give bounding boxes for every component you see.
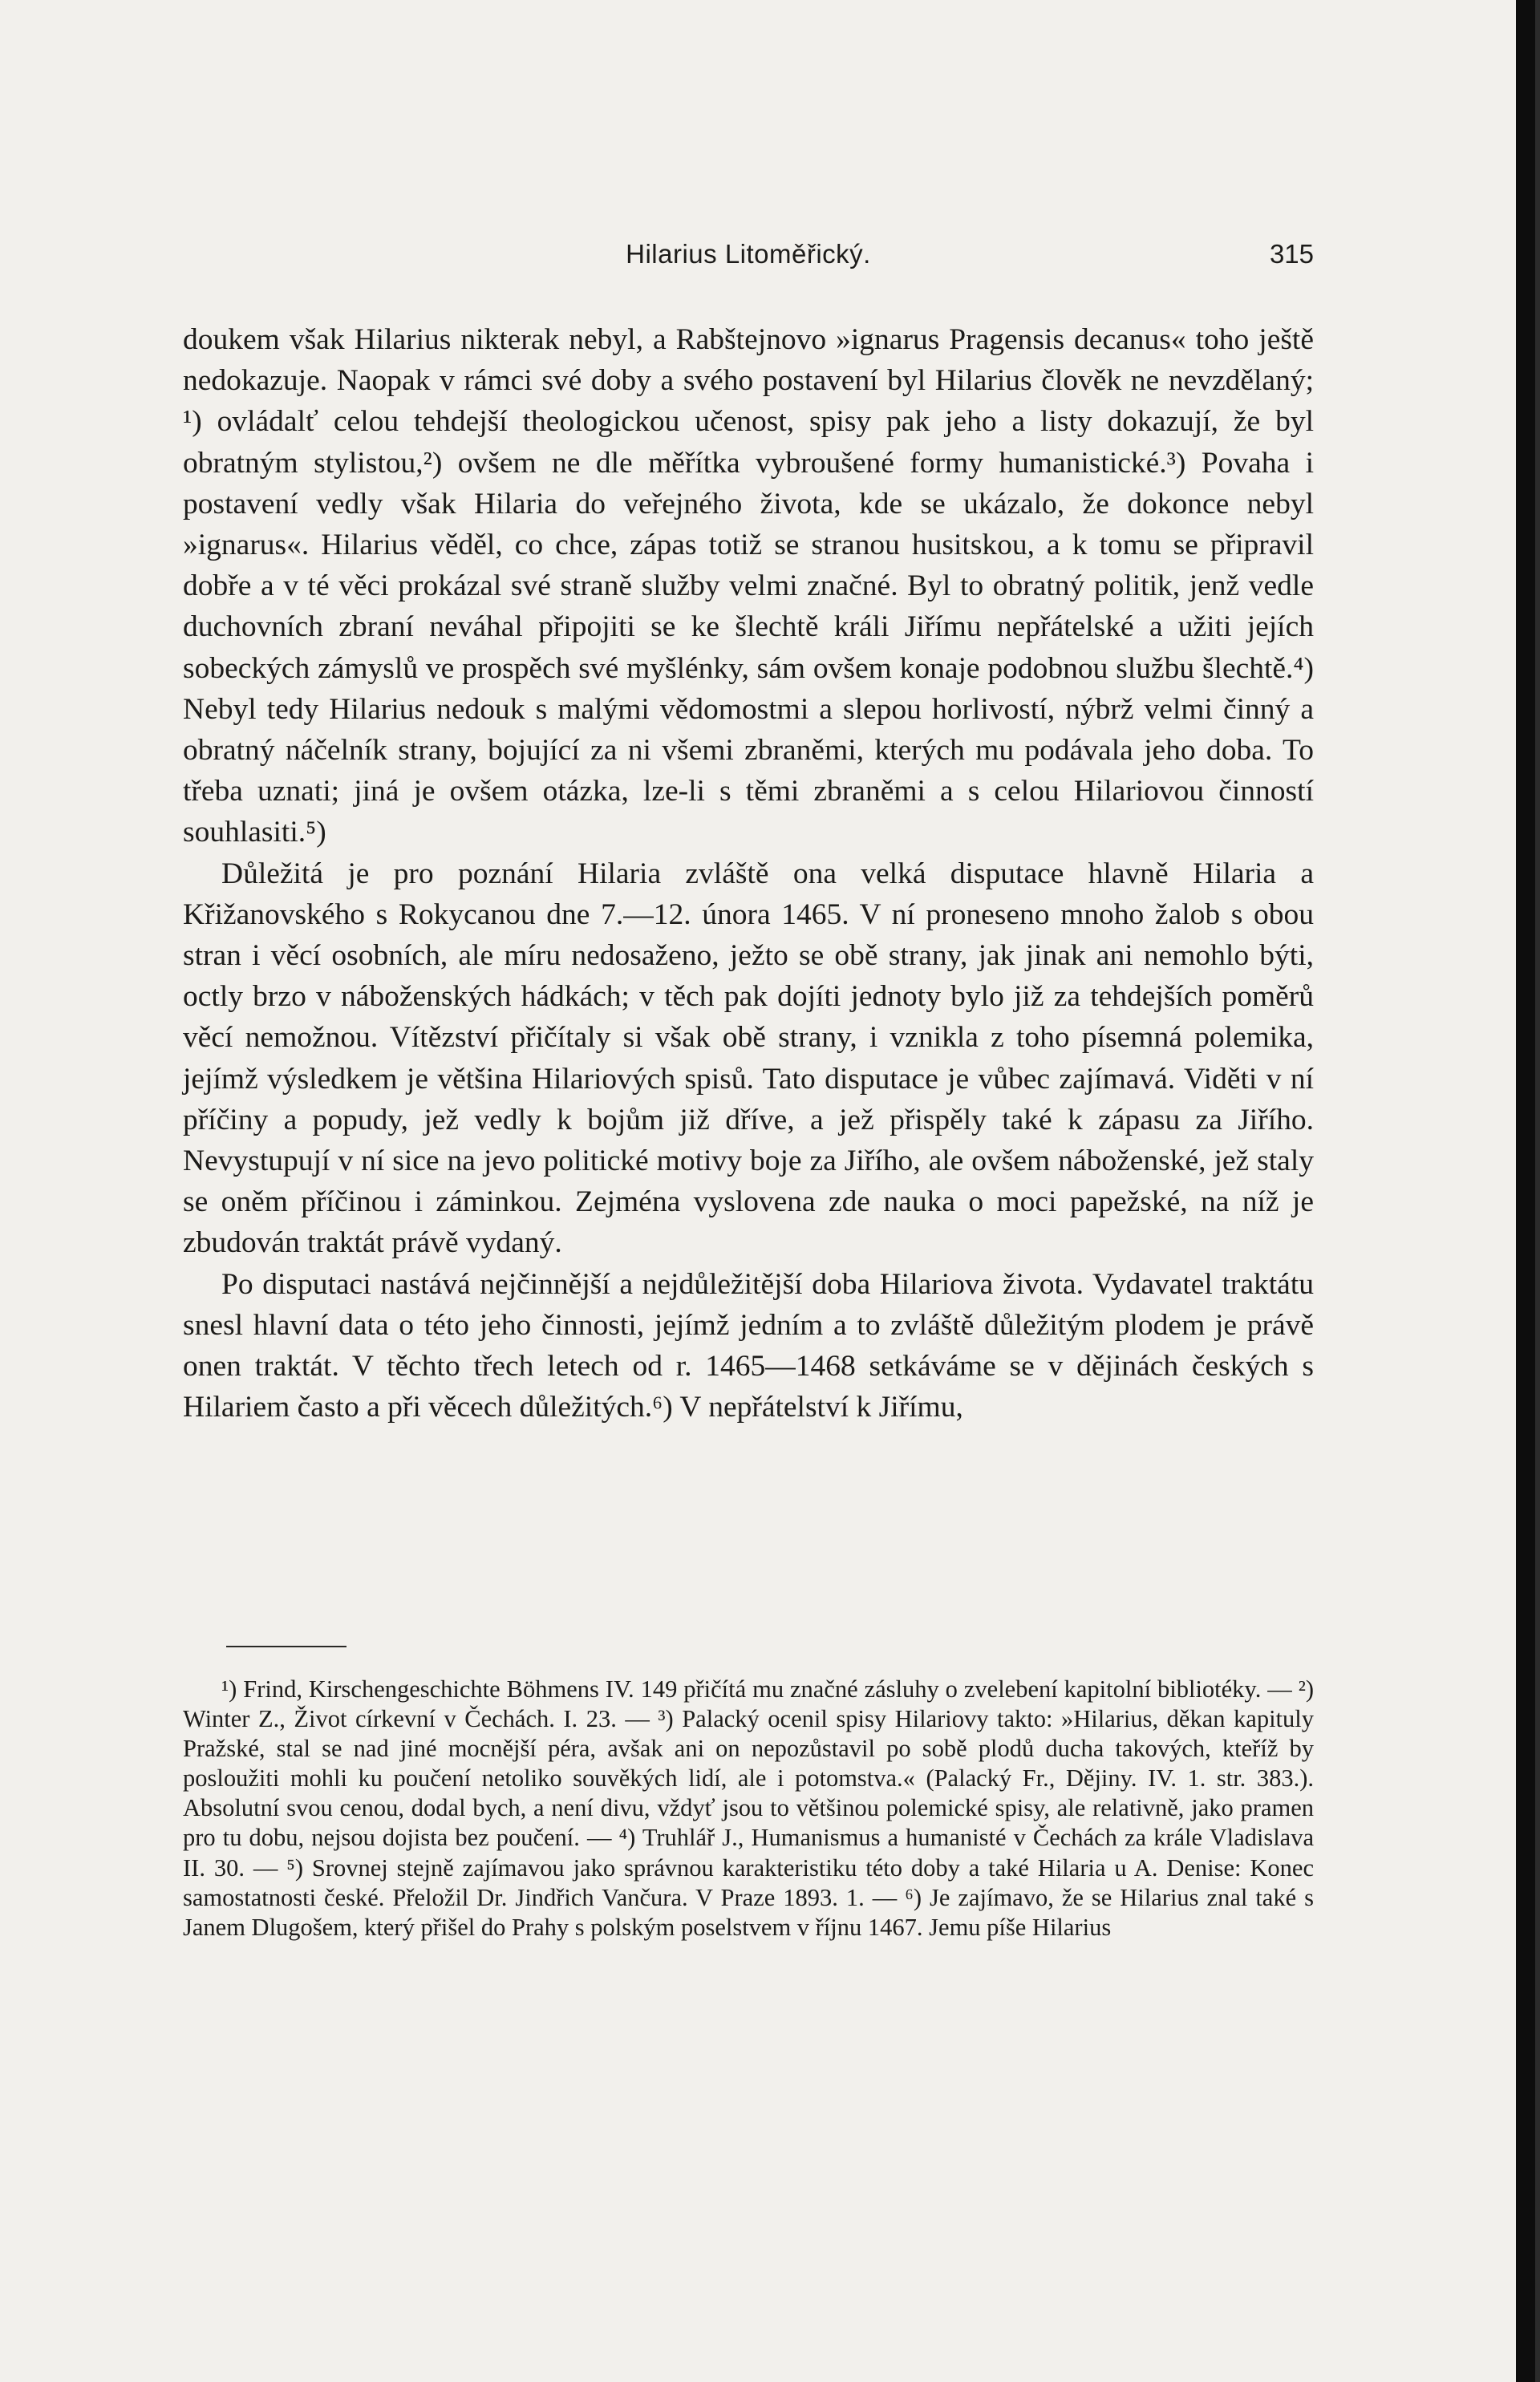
page-header <box>183 239 1314 287</box>
footnote-rule <box>226 1646 346 1647</box>
main-text <box>183 319 1314 1428</box>
page-number: 315 <box>1269 239 1314 269</box>
paragraph-1: doukem však Hilarius nikterak nebyl, a Rabštejnovo »ignarus Pragensis decanus« toho ještě nedokazuje. Naopak v rámci své doby a svého postavení byl Hilarius člověk ne nevzdělaný; ¹) ovládalť celou tehdejší theologickou učenost, spisy pak jeho a listy dokazují, že byl obratným stylistou,²) ovšem ne dle měřítka vybroušené formy humanistické.³) Povaha i postavení vedly však Hilaria do veřejného života, kde se ukázalo, že dokonce nebyl »ignarus«. Hilarius věděl, co chce, zápas totiž se stranou husitskou, a k tomu se připravil dobře a v té věci prokázal své straně služby velmi značné. Byl to obratný politik, jenž vedle duchovních zbraní neváhal připojiti se ke šlechtě králi Jiřímu nepřátelské a užiti jejích sobeckých zámyslů ve prospěch své myšlénky, sám ovšem konaje podobnou službu šlechtě.⁴) Nebyl tedy Hilarius nedouk s malými vědomostmi a slepou horlivostí, nýbrž velmi činný a obratný náčelník strany, bojující za ni všemi zbraněmi, kterých mu podávala jeho doba. To třeba uznati; jiná je ovšem otázka, lze-li s těmi zbraněmi a s celou Hilariovou činností souhlasiti.⁵) <box>183 323 1314 849</box>
running-title: Hilarius Litoměřický. <box>626 239 871 269</box>
footnotes <box>183 1675 1314 1942</box>
scan-edge <box>1535 0 1540 2382</box>
paragraph-3: Po disputaci nastává nejčinnější a nejdůležitější doba Hilariova života. Vydavatel traktátu snesl hlavní data o této jeho činnosti, jejímž jedním a to zvláště důležitým plodem je právě onen traktát. V těchto třech letech od r. 1465—1468 setkáváme se v dějinách českých s Hilariem často a při věcech důležitých.⁶) V nepřátelství k Jiřímu, <box>183 1267 1314 1424</box>
footnote-text: ¹) Frind, Kirschengeschichte Böhmens IV. 149 přičítá mu značné zásluhy o zvelebení kapitolní bibliotéky. — ²) Winter Z., Život církevní v Čechách. I. 23. — ³) Palacký ocenil spisy Hilariovy takto: »Hilarius, děkan kapituly Pražské, stal se nad jiné mocnější péra, avšak ani on nepozůstavil po sobě plodů ducha takových, kteříž by posloužiti mohli ku poučení netoliko souvěkých lidí, ale i potomstva.« (Palacký Fr., Dějiny. IV. 1. str. 383.). Absolutní svou cenou, dodal bych, a není divu, vždyť jsou to většinou polemické spisy, ale relativně, jako pramen pro tu dobu, nejsou dojista bez poučení. — ⁴) Truhlář J., Humanismus a humanisté v Čechách za krále Vladislava II. 30. — ⁵) Srovnej stejně zajímavou jako správnou karakteristiku této doby a také Hilaria u A. Denise: Konec samostatnosti české. Přeložil Dr. Jindřich Vančura. V Praze 1893. 1. — ⁶) Je zajímavo, že se Hilarius znal také s Janem Dlugošem, který přišel do Prahy s polským poselstvem v říjnu 1467. Jemu píše Hilarius <box>183 1675 1314 1941</box>
paragraph-2: Důležitá je pro poznání Hilaria zvláště ona velká disputace hlavně Hilaria a Křižanovského s Rokycanou dne 7.—12. února 1465. V ní proneseno mnoho žalob s obou stran i věcí osobních, ale míru nedosaženo, ježto se obě strany, jak jinak ani nemohlo býti, octly brzo v náboženských hádkách; v těch pak dojíti jednoty bylo již za tehdejších poměrů věcí nemožnou. Vítězství přičítaly si však obě strany, i vznikla z toho písemná polemika, jejímž výsledkem je většina Hilariových spisů. Tato disputace je vůbec zajímavá. Viděti v ní příčiny a popudy, jež vedly k bojům již dříve, a jež přispěly také k zápasu za Jiřího. Nevystupují v ní sice na jevo politické motivy boje za Jiřího, ale ovšem náboženské, jež staly se oněm příčinou i záminkou. Zejména vyslovena zde nauka o moci papežské, na níž je zbudován traktát právě vydaný. <box>183 857 1314 1260</box>
